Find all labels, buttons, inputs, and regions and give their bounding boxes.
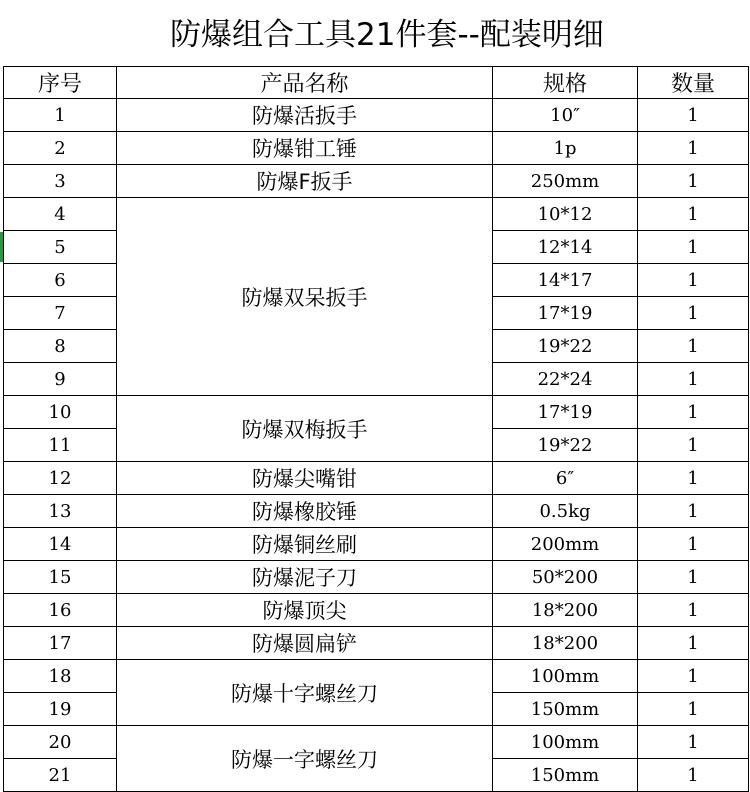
table-row [4, 132, 749, 165]
spec-cell[interactable]: 22*24 [493, 363, 638, 396]
seq-cell[interactable]: 4 [4, 198, 117, 231]
seq-cell[interactable]: 3 [4, 165, 117, 198]
spec-cell[interactable]: 10″ [493, 99, 638, 132]
seq-cell[interactable]: 11 [4, 429, 117, 462]
spec-cell[interactable]: 250mm [493, 165, 638, 198]
qty-cell[interactable]: 1 [638, 627, 749, 660]
seq-cell[interactable]: 21 [4, 759, 117, 792]
qty-cell[interactable]: 1 [638, 528, 749, 561]
table-row [4, 528, 749, 561]
name-cell-merged[interactable]: 防爆双呆扳手 [117, 198, 493, 396]
qty-cell[interactable]: 1 [638, 759, 749, 792]
seq-cell[interactable]: 14 [4, 528, 117, 561]
name-cell[interactable]: 防爆铜丝刷 [117, 528, 493, 561]
name-cell-merged[interactable]: 防爆一字螺丝刀 [117, 726, 493, 792]
seq-cell[interactable]: 16 [4, 594, 117, 627]
qty-cell[interactable]: 1 [638, 198, 749, 231]
name-cell[interactable]: 防爆顶尖 [117, 594, 493, 627]
qty-cell[interactable]: 1 [638, 429, 749, 462]
spec-cell[interactable]: 200mm [493, 528, 638, 561]
seq-cell[interactable]: 19 [4, 693, 117, 726]
seq-cell[interactable]: 6 [4, 264, 117, 297]
header-seq[interactable]: 序号 [4, 67, 117, 99]
table-row [4, 660, 749, 693]
seq-cell[interactable]: 1 [4, 99, 117, 132]
spec-cell[interactable]: 100mm [493, 660, 638, 693]
name-cell[interactable]: 防爆钳工锤 [117, 132, 493, 165]
qty-cell[interactable]: 1 [638, 726, 749, 759]
name-cell[interactable]: 防爆橡胶锤 [117, 495, 493, 528]
seq-cell[interactable]: 15 [4, 561, 117, 594]
spec-cell[interactable]: 1p [493, 132, 638, 165]
header-row [4, 67, 749, 99]
table-row [4, 561, 749, 594]
table-row [4, 726, 749, 759]
name-cell-merged[interactable]: 防爆十字螺丝刀 [117, 660, 493, 726]
qty-cell[interactable]: 1 [638, 495, 749, 528]
spec-cell[interactable]: 6″ [493, 462, 638, 495]
seq-cell[interactable]: 2 [4, 132, 117, 165]
spec-cell[interactable]: 150mm [493, 759, 638, 792]
name-cell-merged[interactable]: 防爆双梅扳手 [117, 396, 493, 462]
table-row [4, 198, 749, 231]
name-cell[interactable]: 防爆泥子刀 [117, 561, 493, 594]
qty-cell[interactable]: 1 [638, 165, 749, 198]
seq-cell[interactable]: 9 [4, 363, 117, 396]
table-row [4, 462, 749, 495]
qty-cell[interactable]: 1 [638, 594, 749, 627]
spec-cell[interactable]: 12*14 [493, 231, 638, 264]
spec-cell[interactable]: 18*200 [493, 594, 638, 627]
spec-cell[interactable]: 50*200 [493, 561, 638, 594]
seq-cell[interactable]: 18 [4, 660, 117, 693]
name-cell[interactable]: 防爆尖嘴钳 [117, 462, 493, 495]
qty-cell[interactable]: 1 [638, 561, 749, 594]
seq-cell[interactable]: 12 [4, 462, 117, 495]
seq-cell[interactable]: 10 [4, 396, 117, 429]
spec-cell[interactable]: 19*22 [493, 429, 638, 462]
seq-cell[interactable]: 20 [4, 726, 117, 759]
qty-cell[interactable]: 1 [638, 396, 749, 429]
spec-cell[interactable]: 14*17 [493, 264, 638, 297]
qty-cell[interactable]: 1 [638, 660, 749, 693]
seq-cell[interactable]: 13 [4, 495, 117, 528]
name-cell[interactable]: 防爆圆扁铲 [117, 627, 493, 660]
table-row [4, 165, 749, 198]
table-row [4, 396, 749, 429]
table-row [4, 627, 749, 660]
seq-cell[interactable]: 7 [4, 297, 117, 330]
qty-cell[interactable]: 1 [638, 330, 749, 363]
qty-cell[interactable]: 1 [638, 297, 749, 330]
name-cell[interactable]: 防爆活扳手 [117, 99, 493, 132]
seq-cell[interactable]: 8 [4, 330, 117, 363]
spec-cell[interactable]: 100mm [493, 726, 638, 759]
qty-cell[interactable]: 1 [638, 363, 749, 396]
qty-cell[interactable]: 1 [638, 693, 749, 726]
table-row [4, 495, 749, 528]
spec-cell[interactable]: 150mm [493, 693, 638, 726]
qty-cell[interactable]: 1 [638, 99, 749, 132]
seq-cell[interactable]: 5 [4, 231, 117, 264]
header-name[interactable]: 产品名称 [117, 67, 493, 99]
sheet-title: 防爆组合工具21件套--配装明细 [170, 17, 604, 53]
name-cell[interactable]: 防爆F扳手 [117, 165, 493, 198]
qty-cell[interactable]: 1 [638, 264, 749, 297]
qty-cell[interactable]: 1 [638, 462, 749, 495]
parts-table [3, 66, 749, 792]
spec-cell[interactable]: 18*200 [493, 627, 638, 660]
qty-cell[interactable]: 1 [638, 231, 749, 264]
spec-cell[interactable]: 17*19 [493, 396, 638, 429]
table-row [4, 594, 749, 627]
table-row [4, 99, 749, 132]
spec-cell[interactable]: 0.5kg [493, 495, 638, 528]
qty-cell[interactable]: 1 [638, 132, 749, 165]
header-spec[interactable]: 规格 [493, 67, 638, 99]
spec-cell[interactable]: 19*22 [493, 330, 638, 363]
seq-cell[interactable]: 17 [4, 627, 117, 660]
header-qty[interactable]: 数量 [638, 67, 749, 99]
spec-cell[interactable]: 17*19 [493, 297, 638, 330]
spec-cell[interactable]: 10*12 [493, 198, 638, 231]
